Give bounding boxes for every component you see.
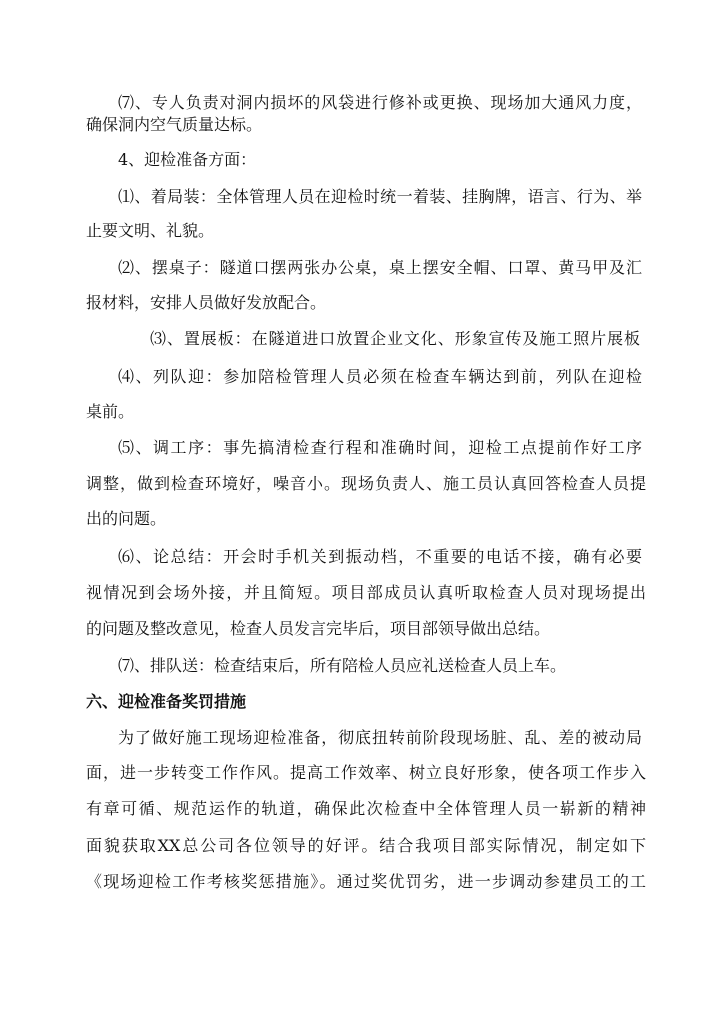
- text-line-21: 《现场迎检工作考核奖惩措施》。通过奖优罚劣，进一步调动参建员工的工: [86, 872, 646, 891]
- text-line-20: 面貌获取XX总公司各位领导的好评。结合我项目部实际情况，制定如下: [86, 836, 646, 855]
- text-line-5: ⑵、摆桌子：隧道口摆两张办公桌，桌上摆安全帽、口罩、黄马甲及汇: [118, 258, 642, 277]
- text-line-2: 确保洞内空气质量达标。: [86, 115, 263, 134]
- text-line-14: 视情况到会场外接，并且简短。项目部成员认真听取检查人员对现场提出: [86, 583, 646, 602]
- section-heading-6: 六、迎检准备奖罚措施: [86, 692, 247, 711]
- text-line-12: 出的问题。: [86, 509, 167, 528]
- text-line-18: 面，进一步转变工作作风。提高工作效率、树立良好形象，使各项工作步入: [86, 763, 646, 782]
- text-line-3: ⑴、着局装：全体管理人员在迎检时统一着装、挂胸牌，语言、行为、举: [118, 187, 642, 206]
- text-line-8: ⑷、列队迎：参加陪检管理人员必须在检查车辆达到前，列队在迎检: [118, 367, 642, 386]
- text-line-6: 报材料，安排人员做好发放配合。: [86, 293, 327, 312]
- text-line-16: ⑺、排队送：检查结束后，所有陪检人员应礼送检查人员上车。: [118, 656, 567, 675]
- text-line-9: 桌前。: [86, 402, 135, 421]
- text-line-11: 调整，做到检查环境好，噪音小。现场负责人、施工员认真回答检查人员提: [86, 474, 646, 493]
- text-line-15: 的问题及整改意见，检查人员发言完毕后，项目部领导做出总结。: [86, 619, 551, 638]
- text-line-7: ⑶、置展板：在隧道进口放置企业文化、形象宣传及施工照片展板: [150, 329, 640, 348]
- text-line-13: ⑹、论总结：开会时手机关到振动档，不重要的电话不接，确有必要: [118, 547, 642, 566]
- text-line-4: 止要文明、礼貌。: [86, 221, 215, 240]
- text-line-1: ⑺、专人负责对洞内损坏的风袋进行修补或更换、现场加大通风力度，: [118, 93, 642, 112]
- text-line-10: ⑸、调工序：事先搞清检查行程和准确时间，迎检工点提前作好工序: [118, 438, 642, 457]
- section-heading-4: 4、迎检准备方面：: [118, 150, 257, 169]
- text-line-17: 为了做好施工现场迎检准备，彻底扭转前阶段现场脏、乱、差的被动局: [118, 728, 642, 747]
- text-line-19: 有章可循、规范运作的轨道，确保此次检查中全体管理人员一崭新的精神: [86, 799, 646, 818]
